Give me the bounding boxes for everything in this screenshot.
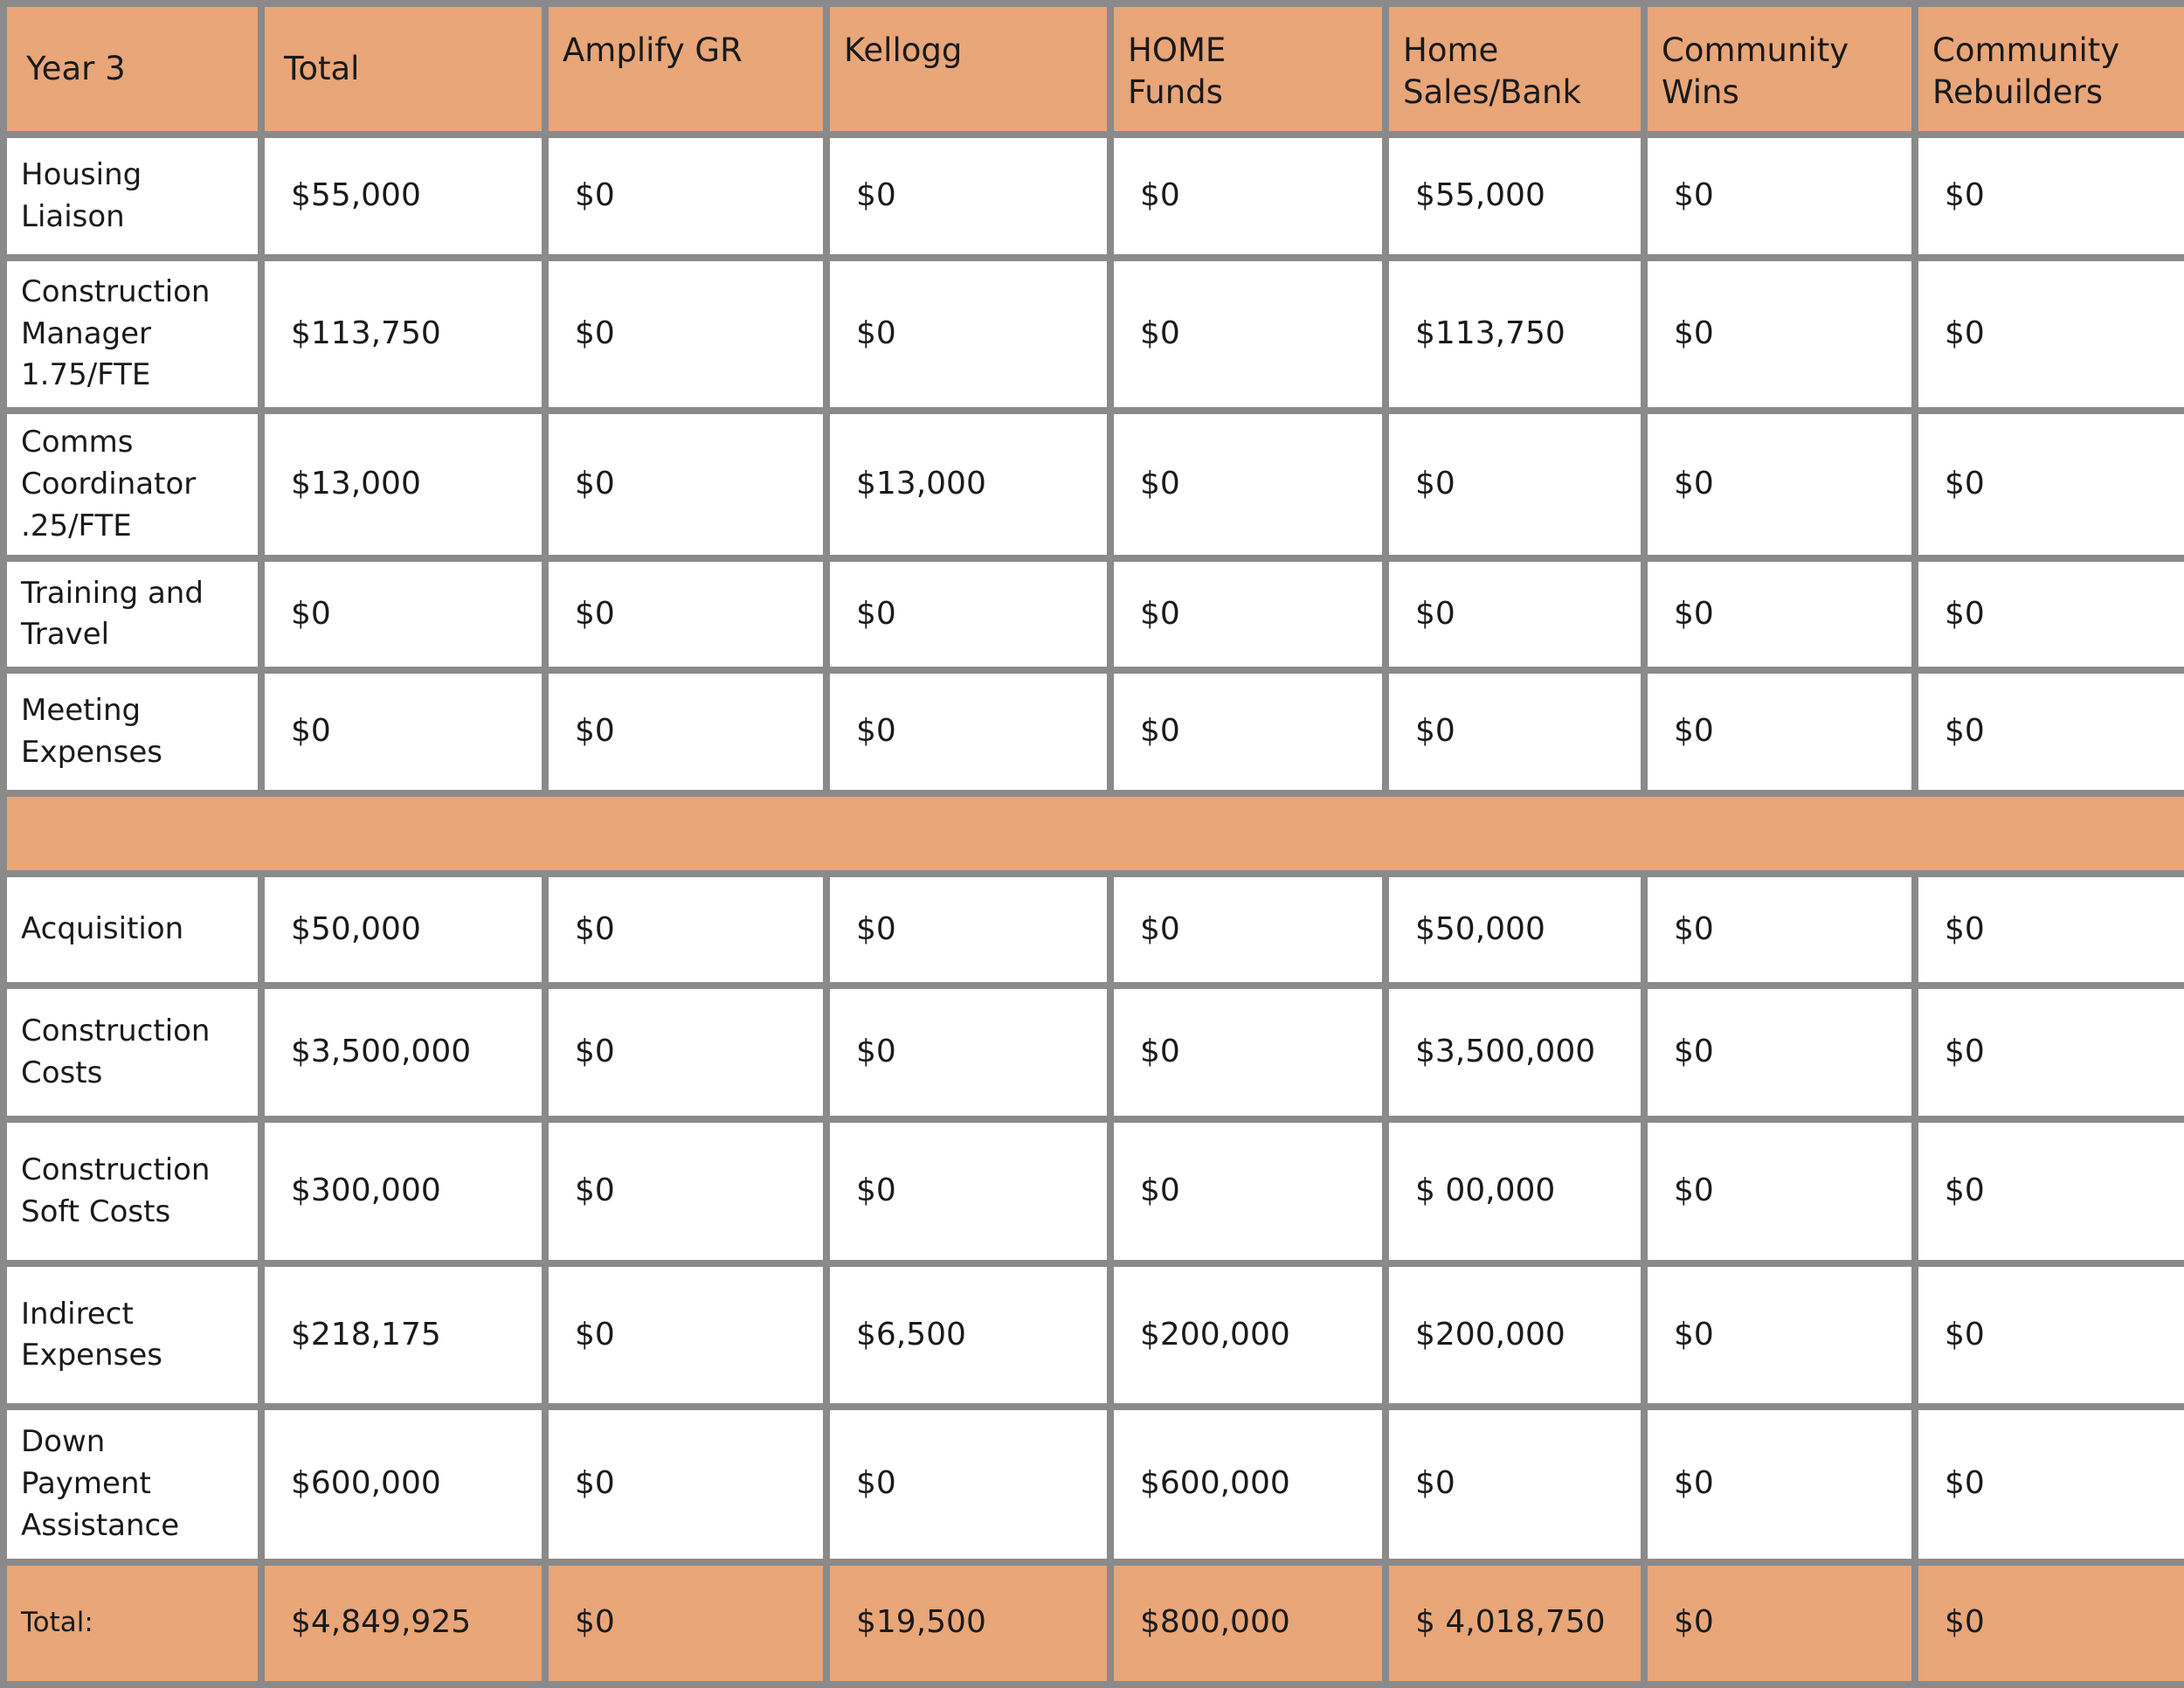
cell-construction-manager-1-75-fte-community-wins: $0 — [1644, 258, 1915, 412]
cell-housing-liaison-total: $55,000 — [261, 135, 545, 257]
cell-training-and-travel-home-funds: $0 — [1110, 558, 1386, 670]
cell-acquisition-kellogg: $0 — [826, 874, 1110, 986]
cell-housing-liaison-community-wins: $0 — [1644, 135, 1915, 257]
cell-indirect-expenses-total: $218,175 — [261, 1263, 545, 1407]
cell-meeting-expenses-home-funds: $0 — [1110, 670, 1386, 792]
cell-down-payment-assistance-home-sales-bank: $0 — [1386, 1407, 1644, 1562]
cell-comms-coordinator-25-fte-community-wins: $0 — [1644, 411, 1915, 558]
total-home-sales-bank: $ 4,018,750 — [1386, 1562, 1644, 1685]
cell-construction-soft-costs-home-sales-bank: $ 00,000 — [1386, 1119, 1644, 1264]
table-row — [3, 411, 2184, 558]
cell-comms-coordinator-25-fte-community-rebuilders: $0 — [1915, 411, 2184, 558]
table-row — [3, 874, 2184, 986]
cell-down-payment-assistance-home-funds: $600,000 — [1110, 1407, 1386, 1562]
cell-housing-liaison-home-sales-bank: $55,000 — [1386, 135, 1644, 257]
cell-meeting-expenses-community-rebuilders: $0 — [1915, 670, 2184, 792]
row-label-housing-liaison: Housing Liaison — [3, 135, 261, 257]
cell-construction-soft-costs-home-funds: $0 — [1110, 1119, 1386, 1264]
cell-indirect-expenses-community-rebuilders: $0 — [1915, 1263, 2184, 1407]
cell-training-and-travel-community-wins: $0 — [1644, 558, 1915, 670]
table-row — [3, 670, 2184, 792]
cell-down-payment-assistance-community-rebuilders: $0 — [1915, 1407, 2184, 1562]
row-label-training-and-travel: Training and Travel — [3, 558, 261, 670]
row-label-down-payment-assistance: Down Payment Assistance — [3, 1407, 261, 1562]
cell-construction-manager-1-75-fte-amplify-gr: $0 — [545, 258, 826, 412]
cell-down-payment-assistance-amplify-gr: $0 — [545, 1407, 826, 1562]
cell-training-and-travel-kellogg: $0 — [826, 558, 1110, 670]
cell-construction-costs-kellogg: $0 — [826, 986, 1110, 1118]
table-row — [3, 558, 2184, 670]
row-label-construction-manager-1-75-fte: Construction Manager 1.75/FTE — [3, 258, 261, 412]
column-header-community-wins: Community Wins — [1644, 3, 1915, 135]
table-row — [3, 135, 2184, 257]
total-community-wins: $0 — [1644, 1562, 1915, 1685]
cell-comms-coordinator-25-fte-home-funds: $0 — [1110, 411, 1386, 558]
table-row — [3, 1119, 2184, 1264]
cell-construction-costs-amplify-gr: $0 — [545, 986, 826, 1118]
cell-acquisition-amplify-gr: $0 — [545, 874, 826, 986]
cell-construction-manager-1-75-fte-community-rebuilders: $0 — [1915, 258, 2184, 412]
cell-down-payment-assistance-kellogg: $0 — [826, 1407, 1110, 1562]
total-kellogg: $19,500 — [826, 1562, 1110, 1685]
cell-indirect-expenses-amplify-gr: $0 — [545, 1263, 826, 1407]
cell-meeting-expenses-home-sales-bank: $0 — [1386, 670, 1644, 792]
cell-construction-soft-costs-kellogg: $0 — [826, 1119, 1110, 1264]
cell-meeting-expenses-kellogg: $0 — [826, 670, 1110, 792]
cell-indirect-expenses-home-sales-bank: $200,000 — [1386, 1263, 1644, 1407]
row-label-construction-costs: Construction Costs — [3, 986, 261, 1118]
row-label-acquisition: Acquisition — [3, 874, 261, 986]
cell-training-and-travel-total: $0 — [261, 558, 545, 670]
cell-construction-manager-1-75-fte-total: $113,750 — [261, 258, 545, 412]
cell-construction-soft-costs-community-wins: $0 — [1644, 1119, 1915, 1264]
cell-indirect-expenses-community-wins: $0 — [1644, 1263, 1915, 1407]
total-row — [3, 1562, 2184, 1685]
row-label-comms-coordinator-25-fte: Comms Coordinator .25/FTE — [3, 411, 261, 558]
cell-acquisition-home-funds: $0 — [1110, 874, 1386, 986]
cell-meeting-expenses-total: $0 — [261, 670, 545, 792]
cell-construction-costs-home-funds: $0 — [1110, 986, 1386, 1118]
cell-construction-soft-costs-community-rebuilders: $0 — [1915, 1119, 2184, 1264]
column-header-amplify-gr: Amplify GR — [545, 3, 826, 135]
cell-construction-costs-community-wins: $0 — [1644, 986, 1915, 1118]
cell-acquisition-community-wins: $0 — [1644, 874, 1915, 986]
cell-acquisition-total: $50,000 — [261, 874, 545, 986]
cell-comms-coordinator-25-fte-home-sales-bank: $0 — [1386, 411, 1644, 558]
total-label: Total: — [3, 1562, 261, 1685]
cell-construction-costs-community-rebuilders: $0 — [1915, 986, 2184, 1118]
row-label-indirect-expenses: Indirect Expenses — [3, 1263, 261, 1407]
cell-construction-costs-total: $3,500,000 — [261, 986, 545, 1118]
header-year-label: Year 3 — [3, 3, 261, 135]
cell-housing-liaison-community-rebuilders: $0 — [1915, 135, 2184, 257]
table-row — [3, 1263, 2184, 1407]
cell-training-and-travel-community-rebuilders: $0 — [1915, 558, 2184, 670]
column-header-total: Total — [261, 3, 545, 135]
table-row — [3, 1407, 2184, 1562]
cell-indirect-expenses-kellogg: $6,500 — [826, 1263, 1110, 1407]
table-row — [3, 986, 2184, 1118]
cell-meeting-expenses-community-wins: $0 — [1644, 670, 1915, 792]
section-divider-row — [3, 793, 2184, 874]
cell-comms-coordinator-25-fte-amplify-gr: $0 — [545, 411, 826, 558]
cell-training-and-travel-amplify-gr: $0 — [545, 558, 826, 670]
section-divider-band — [3, 793, 2184, 874]
total-amplify-gr: $0 — [545, 1562, 826, 1685]
cell-down-payment-assistance-community-wins: $0 — [1644, 1407, 1915, 1562]
cell-acquisition-home-sales-bank: $50,000 — [1386, 874, 1644, 986]
cell-down-payment-assistance-total: $600,000 — [261, 1407, 545, 1562]
column-header-home-funds: HOME Funds — [1110, 3, 1386, 135]
column-header-kellogg: Kellogg — [826, 3, 1110, 135]
cell-construction-soft-costs-amplify-gr: $0 — [545, 1119, 826, 1264]
total-community-rebuilders: $0 — [1915, 1562, 2184, 1685]
column-header-home-sales-bank: Home Sales/Bank — [1386, 3, 1644, 135]
cell-construction-costs-home-sales-bank: $3,500,000 — [1386, 986, 1644, 1118]
cell-housing-liaison-home-funds: $0 — [1110, 135, 1386, 257]
header-row — [3, 3, 2184, 135]
row-label-meeting-expenses: Meeting Expenses — [3, 670, 261, 792]
cell-construction-manager-1-75-fte-home-sales-bank: $113,750 — [1386, 258, 1644, 412]
table-row — [3, 258, 2184, 412]
cell-indirect-expenses-home-funds: $200,000 — [1110, 1263, 1386, 1407]
cell-construction-manager-1-75-fte-kellogg: $0 — [826, 258, 1110, 412]
cell-acquisition-community-rebuilders: $0 — [1915, 874, 2184, 986]
cell-housing-liaison-kellogg: $0 — [826, 135, 1110, 257]
cell-comms-coordinator-25-fte-total: $13,000 — [261, 411, 545, 558]
cell-housing-liaison-amplify-gr: $0 — [545, 135, 826, 257]
cell-construction-manager-1-75-fte-home-funds: $0 — [1110, 258, 1386, 412]
row-label-construction-soft-costs: Construction Soft Costs — [3, 1119, 261, 1264]
cell-training-and-travel-home-sales-bank: $0 — [1386, 558, 1644, 670]
cell-comms-coordinator-25-fte-kellogg: $13,000 — [826, 411, 1110, 558]
cell-construction-soft-costs-total: $300,000 — [261, 1119, 545, 1264]
column-header-community-rebuilders: Community Rebuilders — [1915, 3, 2184, 135]
cell-meeting-expenses-amplify-gr: $0 — [545, 670, 826, 792]
total-home-funds: $800,000 — [1110, 1562, 1386, 1685]
total-total: $4,849,925 — [261, 1562, 545, 1685]
